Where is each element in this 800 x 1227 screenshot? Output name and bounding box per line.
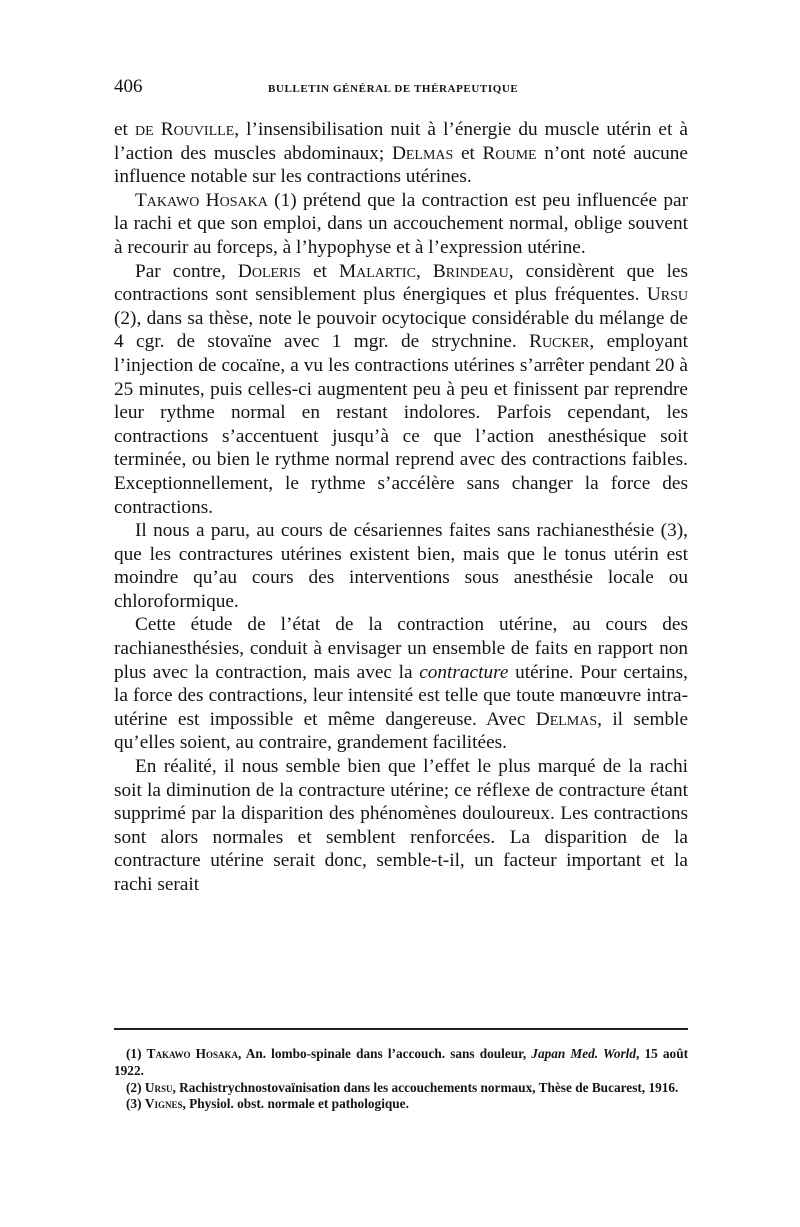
author-name: Ursu: [144, 1079, 173, 1095]
text-segment: et: [300, 260, 339, 282]
body-text: [114, 118, 688, 897]
text-segment: ,: [415, 260, 433, 282]
footnote-separator: [114, 1028, 688, 1030]
text-segment: (1): [126, 1046, 147, 1061]
author-name: Ursu: [646, 284, 688, 306]
italic-text: contracture: [419, 661, 509, 683]
paragraph: [114, 519, 688, 613]
footnote: [114, 1046, 688, 1080]
text-segment: , Rachistrychnostovaïnisation dans les accouchements normaux, Thèse de Bucarest, 1916.: [172, 1079, 679, 1095]
text-segment: (2), dans sa thèse, note le pouvoir ocytocique considérable du mélange de 4 cgr. de stovaïne avec 1 mgr. de strychnine.: [114, 307, 688, 353]
author-name: Takawo Hosaka: [135, 189, 268, 211]
text-segment: , il semble qu’elles soient, au contraire, grandement facilitées.: [114, 708, 689, 754]
page-header: [114, 76, 686, 100]
text-segment: , 15 août 1922.: [114, 1046, 689, 1078]
italic-text: Japan Med. World: [531, 1046, 637, 1061]
author-name: Doleris: [237, 260, 301, 282]
paragraph: [114, 755, 688, 897]
text-segment: Il nous a paru, au cours de césariennes faites sans rachianesthésie (3), que les contractures utérines existent bien, mais que le tonus utérin est moindre qu’au cours des interventions sous anesthésie locale ou chloroformique.: [114, 520, 688, 612]
footnote: [114, 1096, 688, 1113]
author-name: Brindeau: [432, 260, 509, 282]
author-name: Delmas: [391, 142, 454, 164]
footnotes: [114, 1046, 688, 1113]
text-segment: (2): [126, 1079, 145, 1095]
text-segment: , employant l’injection de cocaïne, a vu les contractions utérines s’arrêter pendant 20 à 25 minutes, puis celles-ci augmentent peu à peu et finissent par reprendre leur rythme normal en restant indolores. Parfois cependant, les contractions s’accentuent jusqu’à ce que l’action anesthésique soit terminée, ou bien le rythme normal reprend avec des contractions faibles. Exceptionnellement, le rythme s’accélère sans changer la force des contractions.: [114, 331, 688, 518]
paragraph: [114, 118, 688, 189]
text-segment: , An. lombo-spinale dans l’accouch. sans douleur,: [238, 1046, 532, 1061]
paragraph: [114, 189, 688, 260]
text-segment: (3): [126, 1096, 145, 1112]
author-name: Roume: [482, 142, 537, 164]
text-segment: utérine. Pour certains, la force des contractions, leur intensité est telle que toute manœuvre intra-utérine est impossible et même dangereuse. Avec: [114, 661, 688, 730]
text-segment: (1) prétend que la contraction est peu influencée par la rachi et que son emploi, dans un accouchement normal, oblige souvent à recourir au forceps, à l’hypophyse et à l’expression utérine.: [114, 189, 688, 258]
text-segment: et: [114, 119, 135, 140]
text-segment: En réalité, il nous semble bien que l’effet le plus marqué de la rachi soit la diminution de la contracture utérine; ce réflexe de contracture étant supprimé par la disparition des phénomènes douloureux. Les contractions sont alors normales et semblent renforcées. La disparition de la contracture utérine serait donc, semble-t-il, un facteur important et la rachi serait: [114, 756, 688, 895]
paragraph: [114, 613, 688, 755]
text-segment: Par contre,: [135, 260, 238, 282]
text-segment: n’ont noté aucune influence notable sur les contractions utérines.: [114, 142, 688, 188]
footnote: [114, 1080, 688, 1097]
text-segment: et: [453, 142, 483, 164]
author-name: Vignes: [144, 1096, 183, 1112]
author-name: de Rouville: [135, 119, 235, 140]
author-name: Delmas: [535, 708, 598, 730]
author-name: Malartic: [338, 260, 416, 282]
paragraph: [114, 260, 688, 520]
text-segment: , considèrent que les contractions sont sensiblement plus énergiques et plus fréquentes.: [114, 260, 688, 306]
text-segment: , l’insensibilisation nuit à l’énergie du muscle utérin et à l’action des muscles abdominaux;: [114, 119, 688, 164]
text-segment: Cette étude de l’état de la contraction utérine, au cours des rachianesthésies, conduit à envisager un ensemble de faits en rapport non plus avec la contraction, mais avec la: [114, 614, 688, 683]
text-segment: , Physiol. obst. normale et pathologique.: [182, 1096, 409, 1112]
running-head: BULLETIN GÉNÉRAL DE THÉRAPEUTIQUE: [268, 83, 519, 95]
author-name: Takawo Hosaka: [146, 1046, 238, 1061]
page-number: 406: [114, 76, 143, 97]
author-name: Rucker: [529, 331, 590, 353]
